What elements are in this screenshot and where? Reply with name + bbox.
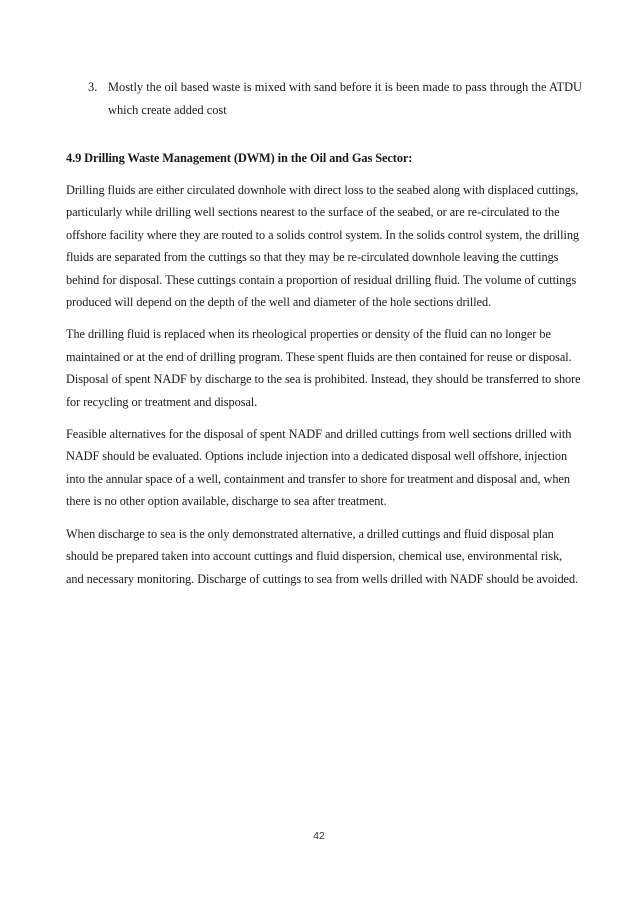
page-number: 42	[313, 830, 325, 842]
list-item-number: 3.	[88, 80, 98, 94]
paragraph-fluid-replacement: The drilling fluid is replaced when its rheological properties or density of the fluid can no longer be maintained or at the end of drilling program. These spent fluids are then contained for reuse or disposal. Disposal of spent NADF by discharge to the sea is prohibited. Instead, they should be transferred to shore for recycling or treatment and disposal.	[66, 327, 581, 409]
list-item-text: Mostly the oil based waste is mixed with sand before it is been made to pass through the ATDU which create added cost	[108, 80, 582, 117]
section-body	[66, 149, 582, 600]
paragraph-feasible-alternatives: Feasible alternatives for the disposal of spent NADF and drilled cuttings from well sections drilled with NADF should be evaluated. Options include injection into a dedicated disposal well offshore, injection into the annular space of a well, containment and transfer to shore for treatment and disposal and, when there is no other option available, discharge to sea after treatment.	[66, 427, 572, 509]
section-heading: 4.9 Drilling Waste Management (DWM) in the Oil and Gas Sector:	[66, 151, 413, 165]
paragraph-drilling-fluids: Drilling fluids are either circulated downhole with direct loss to the seabed along with displaced cuttings, particularly while drilling well sections nearest to the surface of the seabed, or are re-circulated to the offshore facility where they are routed to a solids control system. In the solids control system, the drilling fluids are separated from the cuttings so that they may be re-circulated downhole leaving the cuttings behind for disposal. These cuttings contain a proportion of residual drilling fluid. The volume of cuttings produced will depend on the depth of the well and diameter of the hole sections drilled.	[66, 183, 580, 310]
list-item	[88, 76, 582, 122]
paragraph-discharge-to-sea: When discharge to sea is the only demonstrated alternative, a drilled cuttings and fluid disposal plan should be prepared taken into account cuttings and fluid dispersion, chemical use, environmental risk, and necessary monitoring. Discharge of cuttings to sea from wells drilled with NADF should be avoided.	[66, 526, 579, 586]
